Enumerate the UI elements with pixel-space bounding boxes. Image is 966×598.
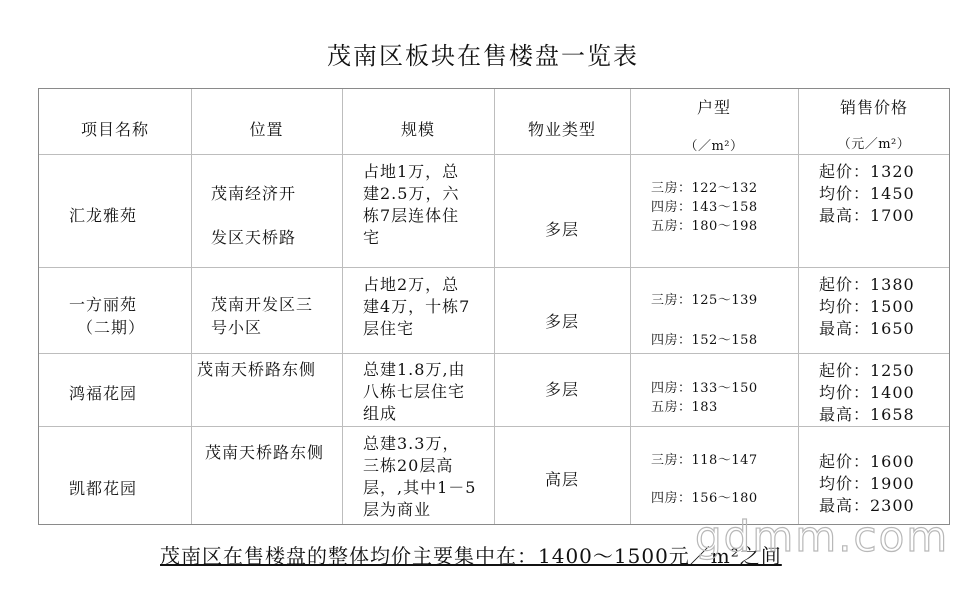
row-location-line: 茂南天桥路东侧 bbox=[197, 360, 317, 379]
page-title: 茂南区板块在售楼盘一览表 bbox=[327, 42, 639, 70]
row-scale-line: 总建1.8万,由 bbox=[363, 360, 466, 379]
row-location-line: 茂南天桥路东侧 bbox=[205, 443, 325, 462]
row-unit-line: 四房：133～150 bbox=[651, 381, 758, 396]
row-scale-line: 三栋20层高 bbox=[363, 456, 454, 475]
row-unit-line: 五房：183 bbox=[651, 400, 718, 415]
header-name: 项目名称 bbox=[80, 120, 149, 139]
row-price-line: 均价：1900 bbox=[819, 474, 915, 493]
row-type: 高层 bbox=[544, 470, 579, 489]
row-price-line: 均价：1500 bbox=[819, 297, 915, 316]
row-scale-line: 建4万，十栋7 bbox=[363, 297, 471, 316]
row-scale-line: 组成 bbox=[363, 404, 398, 423]
row-location-line: 茂南经济开 bbox=[211, 184, 297, 203]
row-name-line: 鸿福花园 bbox=[69, 384, 138, 403]
row-name-line: 凯都花园 bbox=[69, 479, 138, 498]
row-scale-line: 占地2万，总 bbox=[363, 275, 460, 294]
header-unit: 户型 bbox=[696, 98, 731, 117]
row-price-line: 最高：2300 bbox=[819, 496, 915, 515]
row-price-line: 最高：1700 bbox=[819, 206, 915, 225]
row-divider bbox=[39, 154, 949, 155]
row-unit-line: 三房：118～147 bbox=[651, 453, 758, 468]
row-unit-line: 四房：143～158 bbox=[651, 200, 758, 215]
row-scale-line: 层为商业 bbox=[363, 500, 432, 519]
header-scale: 规模 bbox=[400, 120, 435, 139]
row-unit-line: 四房：152～158 bbox=[651, 333, 758, 348]
row-location-line: 茂南开发区三 bbox=[211, 295, 314, 314]
row-name-line: 汇龙雅苑 bbox=[69, 206, 138, 225]
row-divider bbox=[39, 426, 949, 427]
row-name-line: 一方丽苑 bbox=[69, 295, 138, 314]
row-location-line: 号小区 bbox=[211, 318, 263, 337]
row-scale-line: 栋7层连体住 bbox=[363, 206, 460, 225]
header-price-sub: （元／m²） bbox=[837, 137, 911, 152]
summary-note: 茂南区在售楼盘的整体均价主要集中在：1400～1500元／m²之间 bbox=[160, 544, 782, 568]
site-watermark: gdmm.com bbox=[695, 512, 950, 561]
row-type: 多层 bbox=[544, 380, 579, 399]
row-price-line: 起价：1320 bbox=[819, 162, 915, 181]
row-unit-line: 四房：156～180 bbox=[651, 491, 758, 506]
row-price-line: 均价：1400 bbox=[819, 383, 915, 402]
header-price: 销售价格 bbox=[839, 98, 908, 117]
header-location: 位置 bbox=[249, 120, 284, 139]
row-type: 多层 bbox=[544, 220, 579, 239]
row-price-line: 起价：1250 bbox=[819, 361, 915, 380]
row-unit-line: 三房：125～139 bbox=[651, 293, 758, 308]
row-scale-line: 层，,其中1－5 bbox=[363, 478, 477, 497]
header-unit-sub: （／m²） bbox=[684, 139, 744, 154]
row-price-line: 起价：1600 bbox=[819, 452, 915, 471]
row-scale-line: 宅 bbox=[363, 228, 381, 247]
row-unit-line: 三房：122～132 bbox=[651, 181, 758, 196]
row-scale-line: 占地1万，总 bbox=[363, 162, 460, 181]
row-price-line: 起价：1380 bbox=[819, 275, 915, 294]
row-scale-line: 层住宅 bbox=[363, 319, 415, 338]
row-price-line: 最高：1658 bbox=[819, 405, 915, 424]
header-type: 物业类型 bbox=[527, 120, 596, 139]
row-scale-line: 建2.5万，六 bbox=[363, 184, 460, 203]
row-location-line: 发区天桥路 bbox=[211, 228, 297, 247]
row-name-line: （二期） bbox=[77, 318, 146, 337]
row-scale-line: 总建3.3万， bbox=[363, 434, 460, 453]
row-scale-line: 八栋七层住宅 bbox=[363, 382, 466, 401]
row-price-line: 均价：1450 bbox=[819, 184, 915, 203]
row-type: 多层 bbox=[544, 312, 579, 331]
row-price-line: 最高：1650 bbox=[819, 319, 915, 338]
row-unit-line: 五房：180～198 bbox=[651, 219, 758, 234]
row-divider bbox=[39, 267, 949, 268]
listing-table bbox=[38, 88, 950, 525]
row-divider bbox=[39, 353, 949, 354]
